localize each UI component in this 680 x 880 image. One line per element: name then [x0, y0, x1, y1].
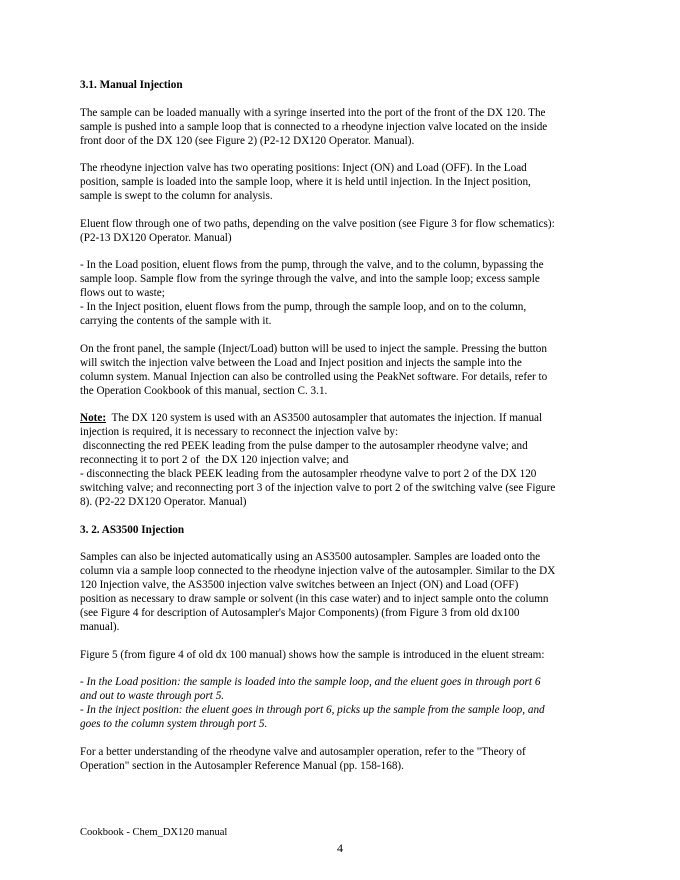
paragraph-eluent-flow: [80, 217, 594, 245]
paragraph-manual-loading: [80, 106, 594, 148]
document-page: [80, 78, 594, 786]
text-line: switching valve; and reconnecting port 3 of the injection valve to port 2 of the switching valve (see Figure: [80, 482, 556, 494]
text-line: goes to the column system through port 5.: [80, 718, 268, 730]
text-line: Eluent flow through one of two paths, depending on the valve position (see Figure 3 for flow schematics):: [80, 217, 555, 230]
note-paragraph: [80, 411, 594, 509]
text-line: carrying the contents of the sample with it.: [80, 315, 272, 327]
text-line: The sample can be loaded manually with a syringe inserted into the port of the front of the DX 120. The: [80, 106, 546, 119]
paragraph-flow-paths: [80, 258, 594, 328]
text-line: front door of the DX 120 (see Figure 2) (P2-12 DX120 Operator. Manual).: [80, 134, 415, 147]
text-line: disconnecting the red PEEK leading from the pulse damper to the autosampler rheodyne valve; and: [80, 440, 528, 452]
text-line: 8). (P2-22 DX120 Operator. Manual): [80, 496, 247, 508]
page-footer: Cookbook - Chem_DX120 manual: [80, 827, 228, 838]
text-line: flows out to waste;: [80, 287, 165, 299]
text-line: (see Figure 4 for description of Autosampler's Major Components) (from Figure 3 from old dx100: [80, 607, 520, 619]
text-line: sample loop. Sample flow from the syringe through the valve, and into the sample loop; excess sample: [80, 273, 540, 285]
paragraph-figure5: [80, 648, 594, 662]
text-line: Samples can also be injected automatically using an AS3500 autosampler. Samples are loaded onto the: [80, 551, 541, 563]
text-line: 120 Injection valve, the AS3500 injection valve switches between an Inject (ON) and Load (OFF): [80, 579, 519, 591]
text-line: Operation" section in the Autosampler Reference Manual (pp. 158-168).: [80, 759, 404, 772]
text-line: - In the Inject position, eluent flows from the pump, through the sample loop, and on to the column,: [80, 301, 527, 313]
text-line: reconnecting it to port 2 of the DX 120 injection valve; and: [80, 454, 349, 466]
text-line: Figure 5 (from figure 4 of old dx 100 manual) shows how the sample is introduced in the eluent stream:: [80, 648, 545, 661]
text-line: position as necessary to draw sample or solvent (in this case water) and to inject sample onto the column: [80, 593, 549, 605]
note-label: Note:: [80, 412, 107, 424]
text-line: will switch the injection valve between the Load and Inject position and injects the sample into the: [80, 356, 522, 369]
text-line: On the front panel, the sample (Inject/Load) button will be used to inject the sample. Pressing the button: [80, 342, 547, 355]
text-line: [80, 411, 594, 425]
page-number: 4: [337, 841, 343, 855]
text-line: - In the Load position, eluent flows from the pump, through the valve, and to the column, bypassing the: [80, 259, 544, 271]
text-line: - In the inject position: the eluent goes in through port 6, picks up the sample from the sample loop, and: [80, 704, 545, 716]
paragraph-positions-italic: [80, 675, 594, 731]
text-line: column system. Manual Injection can also be controlled using the PeakNet software. For details, refer to: [80, 370, 548, 383]
paragraph-valve-positions: [80, 161, 594, 203]
paragraph-autosampler: [80, 550, 594, 634]
text-line: - In the Load position: the sample is loaded into the sample loop, and the eluent goes in through port 6: [80, 676, 541, 688]
text-line: the Operation Cookbook of this manual, section C. 3.1.: [80, 384, 328, 397]
section-heading-manual-injection: 3.1. Manual Injection: [80, 79, 183, 91]
text-line: manual).: [80, 621, 120, 633]
text-line: column via a sample loop connected to the rheodyne injection valve of the autosampler. Similar to the DX: [80, 565, 556, 577]
text-line: sample is swept to the column for analysis.: [80, 190, 273, 202]
text-line: sample is pushed into a sample loop that is connected to a rheodyne injection valve located on the inside: [80, 120, 548, 133]
text-line: and out to waste through port 5.: [80, 690, 225, 702]
text-line: For a better understanding of the rheodyne valve and autosampler operation, refer to the "Theory of: [80, 745, 526, 758]
paragraph-theory-reference: [80, 745, 594, 773]
text-line: injection is required, it is necessary to reconnect the injection valve by:: [80, 426, 399, 438]
text-line: - disconnecting the black PEEK leading from the autosampler rheodyne valve to port 2 of the DX 120: [80, 468, 537, 480]
text-line: (P2-13 DX120 Operator. Manual): [80, 231, 232, 244]
text-line: The rheodyne injection valve has two operating positions: Inject (ON) and Load (OFF). In the Load: [80, 162, 527, 174]
note-first-line: The DX 120 system is used with an AS3500 autosampler that automates the injection. If manual: [106, 412, 543, 424]
text-line: position, sample is loaded into the sample loop, where it is held until injection. In the Inject position,: [80, 176, 531, 188]
paragraph-front-panel: [80, 342, 594, 398]
section-heading-as3500-injection: 3. 2. AS3500 Injection: [80, 523, 185, 536]
